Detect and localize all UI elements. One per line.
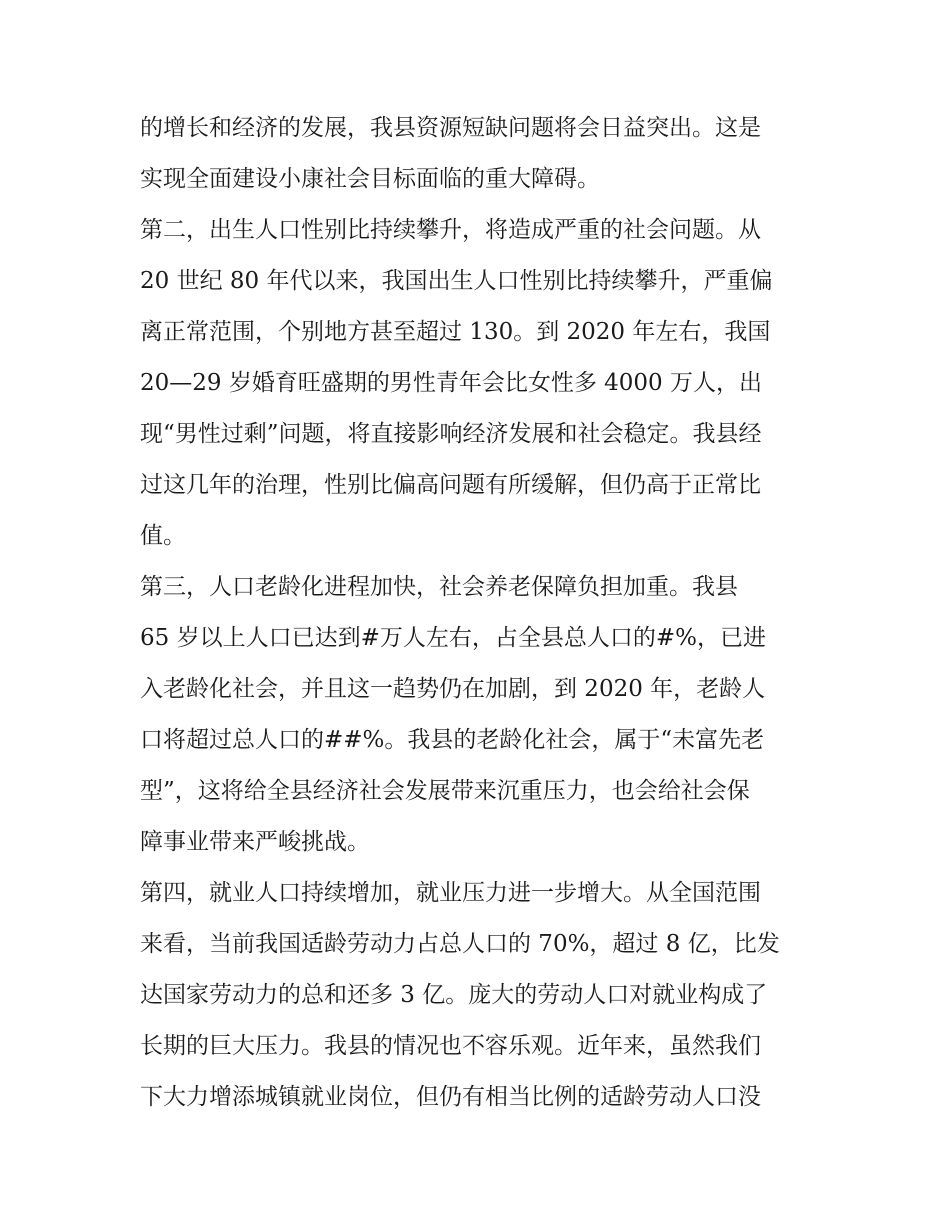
text-line: 值。 — [140, 523, 186, 549]
text-line: 20 世纪 80 年代以来，我国出生人口性别比持续攀升，严重偏 — [140, 268, 773, 294]
text-line: 下大力增添城镇就业岗位，但仍有相当比例的适龄劳动人口没 — [140, 1084, 761, 1110]
text-line: 第四，就业人口持续增加，就业压力进一步增大。从全国范围 — [140, 880, 761, 906]
text-line: 型”，这将给全县经济社会发展带来沉重压力，也会给社会保 — [140, 778, 750, 804]
text-line: 口将超过总人口的##%。我县的老龄化社会，属于“未富先老 — [140, 727, 765, 753]
text-line: 实现全面建设小康社会目标面临的重大障碍。 — [140, 166, 600, 192]
text-line: 入老龄化社会，并且这一趋势仍在加剧，到 2020 年，老龄人 — [140, 676, 766, 702]
text-line: 离正常范围，个别地方甚至超过 130。到 2020 年左右，我国 — [140, 319, 771, 345]
text-line: 20—29 岁婚育旺盛期的男性青年会比女性多 4000 万人，出 — [140, 370, 762, 396]
text-line: 障事业带来严峻挑战。 — [140, 829, 370, 855]
text-line: 第三，人口老龄化进程加快，社会养老保障负担加重。我县 — [140, 574, 738, 600]
text-line: 现“男性过剩”问题，将直接影响经济发展和社会稳定。我县经 — [140, 421, 762, 447]
text-line: 长期的巨大压力。我县的情况也不容乐观。近年来，虽然我们 — [140, 1033, 761, 1059]
text-line: 第二，出生人口性别比持续攀升，将造成严重的社会问题。从 — [140, 217, 761, 243]
text-line: 来看，当前我国适龄劳动力占总人口的 70%，超过 8 亿，比发 — [140, 931, 780, 957]
text-line: 达国家劳动力的总和还多 3 亿。庞大的劳动人口对就业构成了 — [140, 982, 768, 1008]
body-text — [140, 103, 840, 1123]
text-line: 过这几年的治理，性别比偏高问题有所缓解，但仍高于正常比 — [140, 472, 761, 498]
text-line: 的增长和经济的发展，我县资源短缺问题将会日益突出。这是 — [140, 115, 761, 141]
text-line: 65 岁以上人口已达到#万人左右，占全县总人口的#%，已进 — [140, 625, 766, 651]
